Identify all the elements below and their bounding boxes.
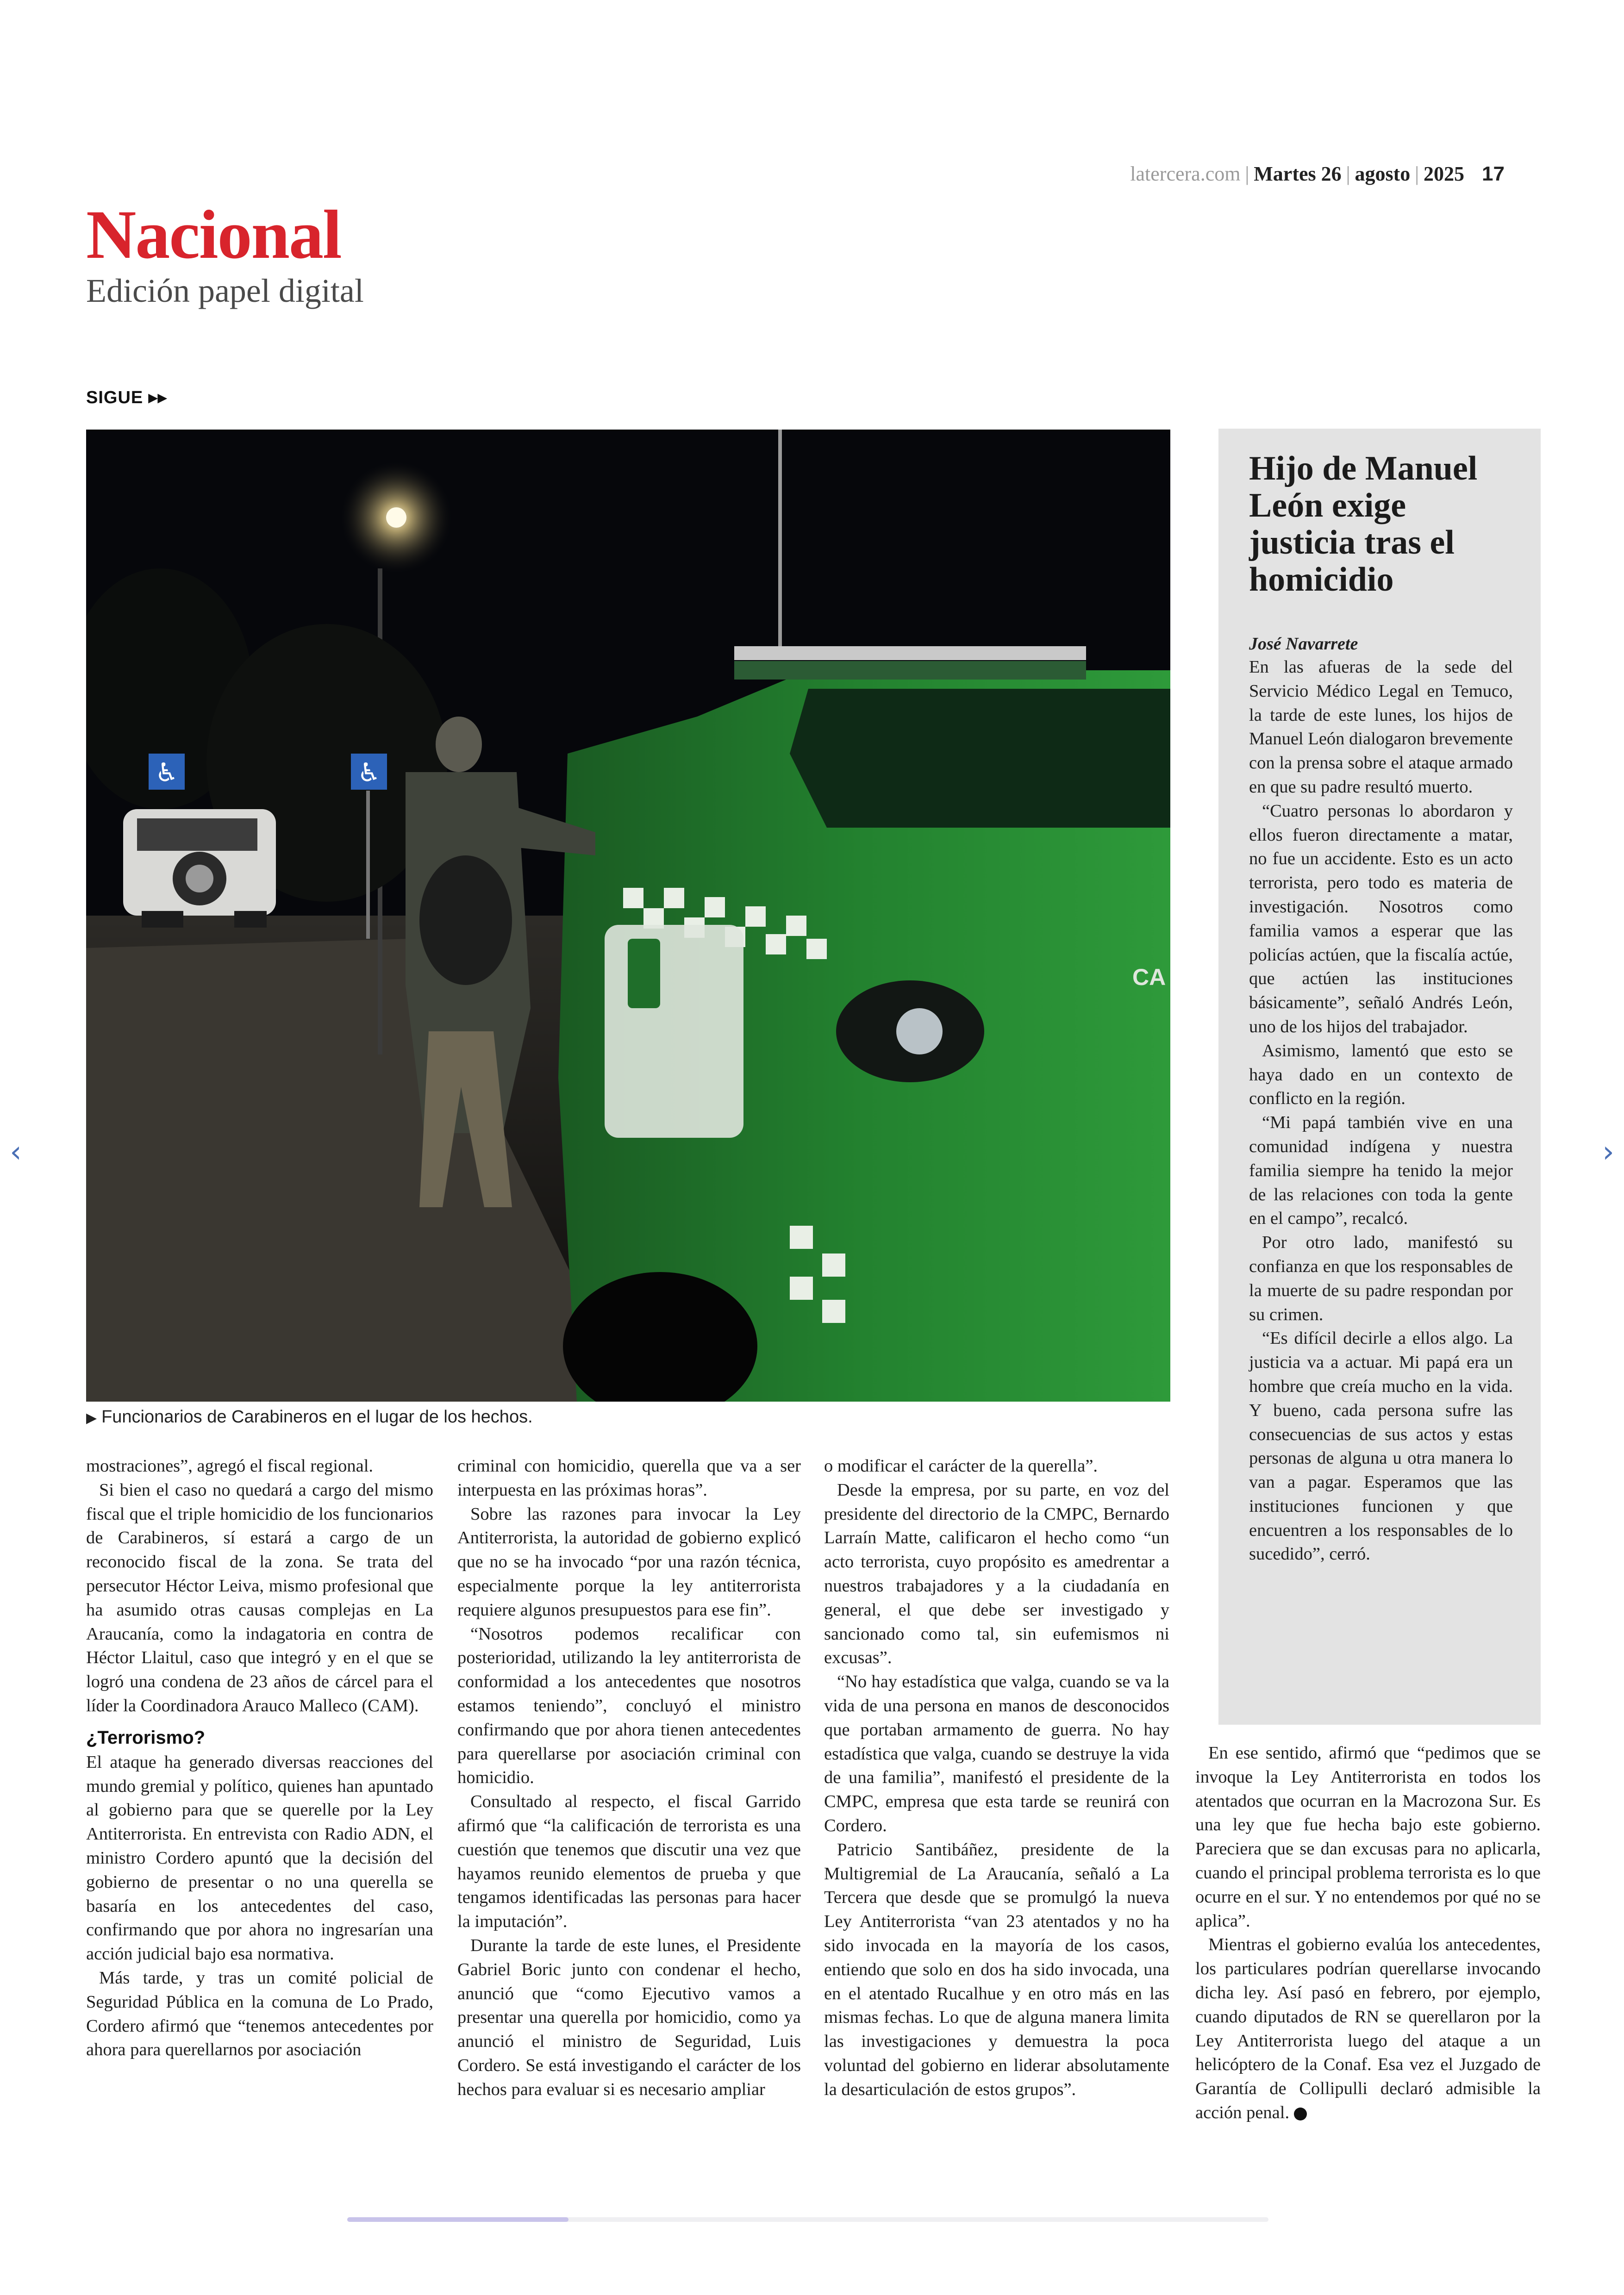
article-column-2 <box>457 1454 801 2102</box>
paragraph: “Mi papá también vive en una comunidad indígena y nuestra familia siempre ha tenido la mejor de las relaciones con toda la gente en el campo”, recalcó. <box>1249 1113 1513 1229</box>
sidebar-title: Hijo de Manuel León exige justicia tras el homicidio <box>1249 449 1478 599</box>
paragraph <box>1195 1933 1541 2125</box>
paragraph: Sobre las razones para invocar la Ley Antiterrorista, la autoridad de gobierno explicó que no se ha invocado “por una razón técnica, especialmente porque la ley antiterrorista requiere algunos presupuestos para ese fin”. <box>457 1504 801 1620</box>
page-scrollbar-thumb[interactable] <box>347 2217 568 2222</box>
paragraph: mostraciones”, agregó el fiscal regional. <box>86 1456 374 1476</box>
site-name: latercera.com <box>1130 162 1241 185</box>
paragraph: Desde la empresa, por su parte, en voz del presidente del directorio de la CMPC, Bernardo Larraín Matte, calificaron el hecho como “un acto terrorista, cuyo propósito es amedrentar a nuestros trabajadores y a la ciudadanía en general, el que debe ser investigado y sancionado como tal, sin eufemismos ni excusas”. <box>824 1480 1169 1668</box>
paragraph: “No hay estadística que valga, cuando se va la vida de una persona en manos de desconocidos que portaban armamento de guerra. No hay estadística que valga, cuando se destruye la vida de una familia”, manifestó el presidente de la CMPC, empresa que esta tarde se reunirá con Cordero. <box>824 1672 1169 1835</box>
page-scrollbar[interactable] <box>347 2217 1268 2222</box>
sidebar-author: José Navarrete <box>1249 634 1358 654</box>
previous-page-icon[interactable]: ‹ <box>10 1135 22 1169</box>
continue-marker: SIGUE ▸▸ <box>86 388 167 407</box>
article-column-1 <box>86 1454 433 2062</box>
svg-text:♿: ♿ <box>155 758 179 788</box>
page-number: 17 <box>1482 162 1505 185</box>
paragraph: “Nosotros podemos recalificar con posterioridad, utilizando la ley antiterrorista de conformidad a los antecedentes que nosotros estamos teniendo”, concluyó el ministro confirmando que por ahora tienen antecedentes para querellarse por asociación criminal con homicidio. <box>457 1624 801 1788</box>
sidebar-body <box>1249 655 1513 1566</box>
paragraph: En las afueras de la sede del Servicio Médico Legal en Temuco, la tarde de este lunes, los hijos de Manuel León dialogaron brevemente con la prensa sobre el ataque armado en que su padre resultó muerto. <box>1249 657 1513 797</box>
section-subtitle: Edición papel digital <box>86 272 364 309</box>
police-scene-illustration <box>86 430 1170 1402</box>
paragraph: Patricio Santibáñez, presidente de la Multigremial de La Araucanía, señaló a La Tercera que desde que se promulgó la nueva Ley Antiterrorista “van 23 atentados y no ha sido invocada en la mayoría de los casos, entiendo que solo en dos ha sido invocada, una en el atentado Rucalhue y en otro más en las mismas fechas. Lo que de alguna manera limita las investigaciones y demuestra la poca voluntad del gobierno en liderar absolutamente la desarticulación de estos grupos”. <box>824 1840 1169 2099</box>
paragraph: Más tarde, y tras un comité policial de Seguridad Pública en la comuna de Lo Prado, Cordero afirmó que “tenemos antecedentes por ahora para querellarnos por asociación <box>86 1968 433 2060</box>
next-page-icon[interactable]: › <box>1602 1135 1614 1169</box>
page-header-meta: latercera.com | Martes 26 | agosto | 2025 17 <box>1130 162 1505 185</box>
paragraph: En ese sentido, afirmó que “pedimos que se invoque la Ley Antiterrorista en todos los atentados que ocurran en la Macrozona Sur. Es una ley que fue hecha bajo este gobierno. Pareciera que se dan excusas para no aplicarla, cuando el principal problema terrorista es lo que ocurre en el sur. Y no entendemos por qué no se aplica”. <box>1195 1743 1541 1931</box>
paragraph: Si bien el caso no quedará a cargo del mismo fiscal que el triple homicidio de los funcionarios de Carabineros, sí estará a cargo de un reconocido fiscal de la zona. Se trata del persecutor Héctor Leiva, mismo profesional que ha asumido otras causas complejas en La Araucanía, como la indagatoria en contra de Héctor Llaitul, caso que integró y en el que se logró una condena de 23 años de cárcel para el líder la Coordinadora Arauco Malleco (CAM). <box>86 1480 433 1715</box>
vehicle-lettering: CA <box>1132 964 1166 990</box>
paragraph: criminal con homicidio, querella que va a ser interpuesta en las próximas horas”. <box>457 1456 801 1500</box>
paragraph: El ataque ha generado diversas reacciones del mundo gremial y político, quienes han apuntado al gobierno para que se querelle por la Ley Antiterrorista. En entrevista con Radio ADN, el ministro Cordero apuntó que la decisión del gobierno de presentar o no una querella se basaría en los antecedentes del caso, confirmando que por ahora no ingresarían una acción judicial bajo esa normativa. <box>86 1752 433 1964</box>
caption-text: Funcionarios de Carabineros en el lugar de los hechos. <box>101 1407 533 1427</box>
issue-year: 2025 <box>1424 162 1465 185</box>
paragraph: Durante la tarde de este lunes, el Presidente Gabriel Boric junto con condenar el hecho, anunció que “como Ejecutivo vamos a presentar una querella por homicidio, como ya anunció el ministro de Seguridad, Luis Cordero. Se está investigando el carácter de los hechos para evaluar si es necesario ampliar <box>457 1935 801 2099</box>
issue-day: Martes 26 <box>1254 162 1342 185</box>
paragraph: Por otro lado, manifestó su confianza en que los responsables de la muerte de su padre respondan por su crimen. <box>1249 1233 1513 1324</box>
caption-arrow-icon: ▶ <box>86 1410 97 1426</box>
end-of-article-icon <box>1294 2108 1307 2120</box>
sidebar-box <box>1218 429 1541 1725</box>
paragraph-text: Mientras el gobierno evalúa los antecedentes, los particulares podrían querellarse invocando dicha ley. Así pasó en febrero, por ejemplo, cuando diputados de RN se querellaron por la Ley Antiterrorista luego del ataque a un helicóptero de la Conaf. Esa vez el Juzgado de Garantía de Collipulli declaró admisible la acción penal. <box>1195 1935 1541 2122</box>
svg-text:♿: ♿ <box>357 758 381 788</box>
paragraph: Asimismo, lamentó que esto se haya dado en un contexto de conflicto en la región. <box>1249 1041 1513 1109</box>
paragraph: o modificar el carácter de la querella”. <box>824 1456 1098 1476</box>
paragraph: “Es difícil decirle a ellos algo. La justicia va a actuar. Mi papá era un hombre que creía mucho en la vida. Y bueno, cada persona sufre las consecuencias de sus actos y estas personas de alguna u otra manera lo van a pagar. Esperamos que las instituciones funcionen y que encuentren a los responsables de lo sucedido”, cerró. <box>1249 1328 1513 1564</box>
article-column-4 <box>1195 1741 1541 2125</box>
article-column-3 <box>824 1454 1169 2102</box>
photo-caption <box>86 1407 533 1427</box>
paragraph: Consultado al respecto, el fiscal Garrido afirmó que “la calificación de terrorista es una cuestión que tenemos que discutir una vez que hayamos reunido elementos de prueba y que tengamos identificadas las personas para hacer la imputación”. <box>457 1792 801 1932</box>
paragraph: “Cuatro personas lo abordaron y ellos fueron directamente a matar, no fue un accidente. Esto es un acto terrorista, pero todo es materia de investigación. Nosotros como familia vamos a esperar que las policías actúen, que la fiscalía actúe, que actúen las instituciones básicamente”, señaló Andrés León, uno de los hijos del trabajador. <box>1249 801 1513 1036</box>
subheading: ¿Terrorismo? <box>86 1727 206 1748</box>
news-photo <box>86 430 1170 1402</box>
issue-month: agosto <box>1355 162 1411 185</box>
section-title: Nacional <box>86 196 341 273</box>
